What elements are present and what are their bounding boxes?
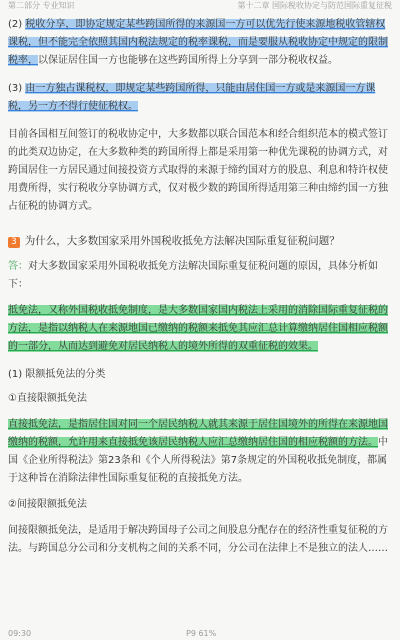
paragraph-text: 中国《企业所得税法》第23条和《个人所得税法》第7条规定的外国税收抵免制度，都属于这种旨在消除法律性国际重复征税的直接抵免方法。 — [8, 437, 388, 484]
page-footer — [0, 628, 400, 640]
paragraph-text: 以保证居住国一方也能够在这些跨国所得上分享到一部分税收权益。 — [38, 55, 338, 66]
paragraph-credit-method — [8, 302, 392, 356]
question — [8, 232, 392, 250]
subheading-direct-credit: ①直接限额抵免法 — [8, 393, 87, 404]
question-text: 为什么，大多数国家采用外国税收抵免方法解决国际重复征税问题？ — [24, 235, 340, 247]
document-body — [8, 14, 392, 558]
answer-intro — [8, 258, 392, 294]
paragraph-exclusive-taxation — [8, 80, 392, 116]
answer-label: 答： — [8, 261, 28, 272]
subheading-indirect-credit: ②间接限额抵免法 — [8, 499, 87, 510]
paragraph-current-practice: 目前各国相互间签订的税收协定中，大多数都以联合国范本和经合组织范本的模式签订的此类双边协定，在大多数种类的跨国所得上都是采用第一种优先课税的协调方式，对跨国居住一方居民通过间接投资方式取得的来源于缔约国对方的股息、利息和特许权使用费所得，实行税收分享协调方式，仅对极少数的跨国所得适用第三种由缔约国一方独占征税的协调方式。 — [8, 129, 388, 212]
paragraph-tax-sharing — [8, 16, 392, 70]
highlight-green[interactable]: 抵免法，又称外国税收抵免制度，是大多数国家国内税法上采用的消除国际重复征税的方法，是指以纳税人在来源地国已缴纳的税额来抵免其应汇总计算缴纳居住国相应税额的一部分，从而达到避免对居民纳税人的境外所得的双重征税的效果。 — [8, 305, 388, 352]
paragraph-number: (2) — [8, 19, 26, 30]
highlight-blue[interactable]: 税收分享，即协定规定某些跨国所得的来源国一方可以优先行使来源地税收管辖权课税，但不能完全依照其国内税法规定的税率课税，而是要服从税收协定中规定的限制税率， — [8, 19, 388, 66]
header-chapter-title: 第十二章 国际税收协定与防范国际重复征税 — [237, 1, 392, 10]
subheading-credit-types: (1) 限额抵免法的分类 — [8, 369, 106, 380]
page-header — [0, 0, 400, 12]
header-section-title: 第二部分 专业知识 — [8, 1, 75, 10]
highlight-green[interactable]: 直接抵免法，是指居住国对同一个居民纳税人就其来源于居住国境外的所得在来源地国缴纳的税额，允许用来直接抵免该居民纳税人应汇总缴纳居住国的相应税额的方法。 — [8, 419, 388, 448]
highlight-blue[interactable]: 由一方独占课税权，即规定某些跨国所得，只能由居住国一方或是来源国一方课税，另一方不得行使征税权。 — [8, 83, 376, 112]
answer-text: 对大多数国家采用外国税收抵免方法解决国际重复征税问题的原因，具体分析如下： — [8, 261, 378, 290]
paragraph-direct-credit — [8, 416, 392, 488]
question-number-badge: 3 — [8, 237, 20, 248]
footer-time: 09:30 — [8, 629, 32, 638]
paragraph-number: (3) — [8, 83, 26, 94]
paragraph-indirect-credit: 间接限额抵免法，是适用于解决跨国母子公司之间股息分配存在的经济性重复征税的方法。与跨国总分公司和分支机构之间的关系不同，分公司在法律上不是独立的法人…… — [8, 525, 388, 554]
footer-page-progress: P9 61% — [186, 629, 217, 638]
